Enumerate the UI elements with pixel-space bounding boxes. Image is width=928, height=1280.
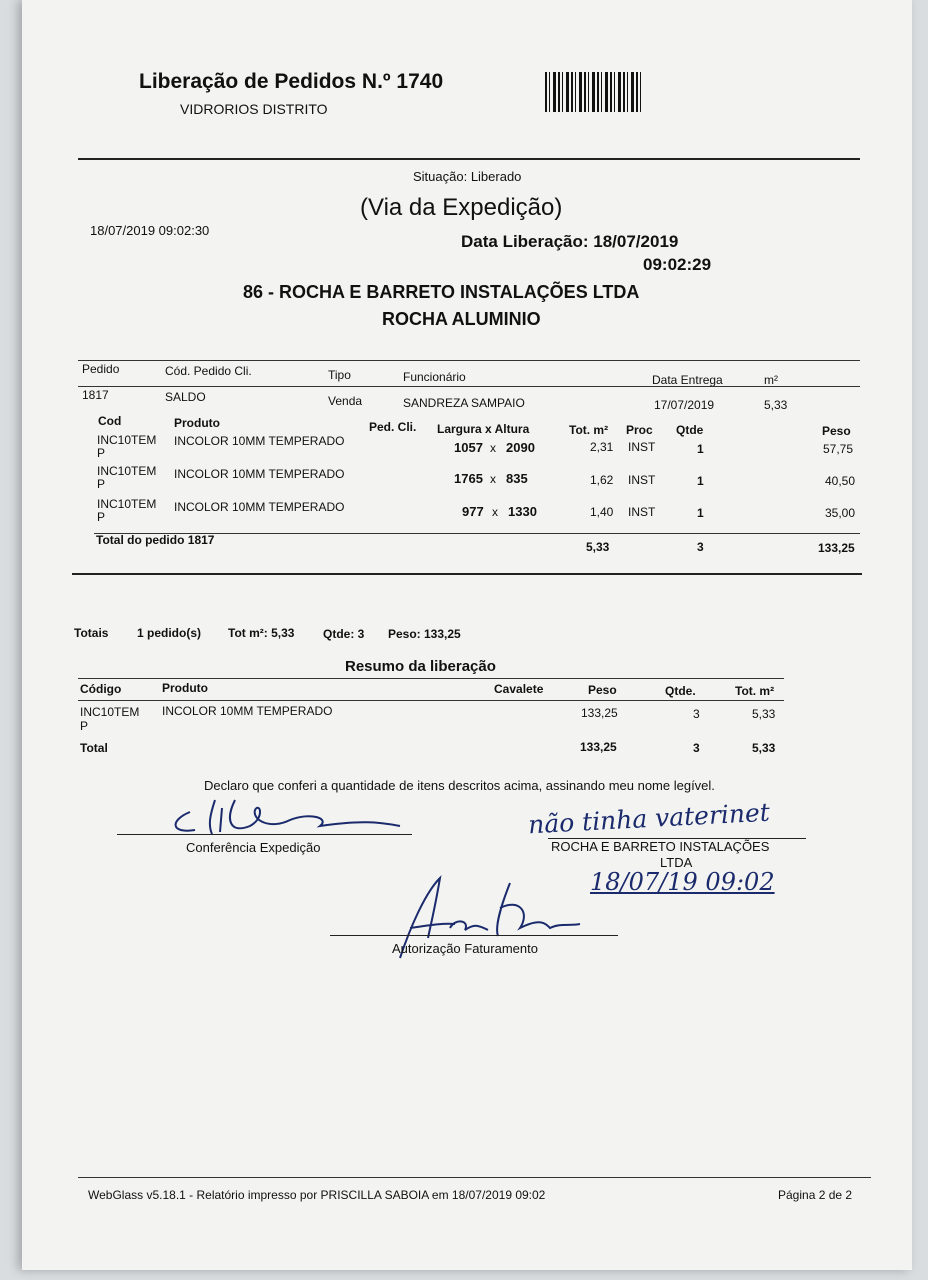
item-x: x bbox=[492, 505, 498, 519]
item-proc: INST bbox=[628, 473, 656, 487]
signature-autorizacao-label: Autorização Faturamento bbox=[392, 941, 538, 956]
client-alias: ROCHA ALUMINIO bbox=[382, 309, 541, 329]
divider bbox=[78, 678, 784, 679]
item-cod-suffix: P bbox=[97, 446, 106, 460]
order-total-qtde: 3 bbox=[697, 540, 704, 554]
summary-tot-m2: 5,33 bbox=[752, 707, 776, 721]
signature-conferencia-image bbox=[160, 790, 420, 840]
col-header-qtde: Qtde bbox=[676, 423, 704, 437]
item-largura: 1765 bbox=[454, 471, 483, 486]
item-peso: 40,50 bbox=[825, 474, 856, 488]
summary-header-codigo: Código bbox=[80, 682, 122, 696]
summary-header-qtde: Qtde. bbox=[665, 684, 696, 698]
item-tot-m2: 2,31 bbox=[590, 440, 614, 454]
order-total-label: Total do pedido 1817 bbox=[96, 533, 215, 547]
item-altura: 2090 bbox=[506, 440, 535, 455]
item-cod-suffix: P bbox=[97, 477, 106, 491]
totals-pedidos: 1 pedido(s) bbox=[137, 626, 202, 640]
col-header-peso: Peso bbox=[822, 424, 851, 438]
item-x: x bbox=[490, 472, 496, 486]
summary-header-tot-m2: Tot. m² bbox=[735, 684, 775, 698]
order-number: 1817 bbox=[82, 388, 109, 402]
divider bbox=[78, 1177, 871, 1178]
totals-m2: Tot m²: 5,33 bbox=[228, 626, 295, 640]
item-cod: INC10TEM bbox=[97, 433, 157, 447]
order-delivery-date: 17/07/2019 bbox=[654, 398, 715, 412]
item-cod: INC10TEM bbox=[97, 497, 157, 511]
col-header-dimensions: Largura x Altura bbox=[437, 422, 530, 436]
totals-peso: Peso: 133,25 bbox=[388, 627, 461, 641]
barcode-image bbox=[545, 72, 643, 112]
signature-client-name: ROCHA E BARRETO INSTALAÇÕES bbox=[551, 839, 770, 854]
item-x: x bbox=[490, 441, 496, 455]
col-header-cod-pedido: Cód. Pedido Cli. bbox=[165, 364, 252, 378]
divider bbox=[78, 158, 860, 160]
summary-total-tot-m2: 5,33 bbox=[752, 741, 776, 755]
col-header-m2: m² bbox=[764, 373, 778, 387]
col-header-tot-m2: Tot. m² bbox=[569, 423, 609, 437]
signature-client-suffix: LTDA bbox=[660, 855, 693, 870]
printed-timestamp: 18/07/2019 09:02:30 bbox=[90, 223, 210, 238]
item-peso: 57,75 bbox=[823, 442, 854, 456]
order-employee: SANDREZA SAMPAIO bbox=[403, 396, 525, 410]
col-header-tipo: Tipo bbox=[328, 368, 351, 382]
summary-produto: INCOLOR 10MM TEMPERADO bbox=[162, 704, 333, 718]
item-produto: INCOLOR 10MM TEMPERADO bbox=[174, 467, 345, 481]
summary-header-produto: Produto bbox=[162, 681, 208, 695]
order-client-code: SALDO bbox=[165, 390, 206, 404]
order-m2: 5,33 bbox=[764, 398, 788, 412]
divider bbox=[78, 386, 860, 387]
divider bbox=[78, 360, 860, 361]
handwritten-note: não tinha vaterinet bbox=[527, 797, 771, 840]
totals-label: Totais bbox=[74, 626, 109, 640]
footer-print-info: WebGlass v5.18.1 - Relatório impresso por PRISCILLA SABOIA em 18/07/2019 09:02 bbox=[88, 1188, 546, 1202]
summary-qtde: 3 bbox=[693, 707, 700, 721]
order-total-peso: 133,25 bbox=[818, 541, 855, 555]
footer-page-number: Página 2 de 2 bbox=[778, 1188, 853, 1202]
declaration-text: Declaro que conferi a quantidade de itens descritos acima, assinando meu nome legível. bbox=[204, 778, 715, 793]
col-header-ped-cli: Ped. Cli. bbox=[369, 420, 417, 434]
item-qtde: 1 bbox=[697, 474, 704, 488]
item-tot-m2: 1,40 bbox=[590, 505, 614, 519]
item-tot-m2: 1,62 bbox=[590, 473, 614, 487]
copy-label: (Via da Expedição) bbox=[360, 194, 563, 221]
item-qtde: 1 bbox=[697, 442, 704, 456]
divider bbox=[72, 573, 862, 575]
document-title: Liberação de Pedidos N.º 1740 bbox=[139, 70, 444, 93]
signature-line bbox=[117, 834, 412, 835]
summary-total-peso: 133,25 bbox=[580, 740, 617, 754]
item-largura: 1057 bbox=[454, 440, 483, 455]
summary-codigo-suffix: P bbox=[80, 719, 89, 733]
item-altura: 1330 bbox=[508, 504, 537, 519]
summary-title: Resumo da liberação bbox=[345, 658, 496, 675]
release-time: 09:02:29 bbox=[643, 255, 712, 274]
handwritten-date: 18/07/19 09:02 bbox=[590, 868, 775, 896]
item-peso: 35,00 bbox=[825, 506, 856, 520]
col-header-pedido: Pedido bbox=[82, 362, 120, 376]
release-date: Data Liberação: 18/07/2019 bbox=[461, 232, 679, 251]
item-altura: 835 bbox=[506, 471, 528, 486]
item-proc: INST bbox=[628, 440, 656, 454]
company-name: VIDRORIOS DISTRITO bbox=[180, 101, 328, 117]
item-cod: INC10TEM bbox=[97, 464, 157, 478]
item-qtde: 1 bbox=[697, 506, 704, 520]
status-text: Situação: Liberado bbox=[413, 169, 522, 184]
totals-qtde: Qtde: 3 bbox=[323, 627, 365, 641]
col-header-proc: Proc bbox=[626, 423, 653, 437]
signature-conferencia-label: Conferência Expedição bbox=[186, 840, 321, 855]
item-largura: 977 bbox=[462, 504, 484, 519]
summary-total-label: Total bbox=[80, 741, 108, 755]
item-cod-suffix: P bbox=[97, 510, 106, 524]
summary-peso: 133,25 bbox=[581, 706, 618, 720]
divider bbox=[78, 700, 784, 701]
item-produto: INCOLOR 10MM TEMPERADO bbox=[174, 434, 345, 448]
summary-codigo: INC10TEM bbox=[80, 705, 140, 719]
order-total-m2: 5,33 bbox=[586, 540, 610, 554]
item-proc: INST bbox=[628, 505, 656, 519]
client-name: 86 - ROCHA E BARRETO INSTALAÇÕES LTDA bbox=[243, 282, 640, 302]
item-produto: INCOLOR 10MM TEMPERADO bbox=[174, 500, 345, 514]
summary-total-qtde: 3 bbox=[693, 741, 700, 755]
summary-header-peso: Peso bbox=[588, 683, 617, 697]
col-header-data-entrega: Data Entrega bbox=[652, 373, 723, 387]
summary-header-cavalete: Cavalete bbox=[494, 682, 544, 696]
col-header-cod: Cod bbox=[98, 414, 122, 428]
signature-line bbox=[330, 935, 618, 936]
col-header-funcionario: Funcionário bbox=[403, 370, 466, 384]
col-header-produto: Produto bbox=[174, 416, 220, 430]
order-type: Venda bbox=[328, 394, 363, 408]
